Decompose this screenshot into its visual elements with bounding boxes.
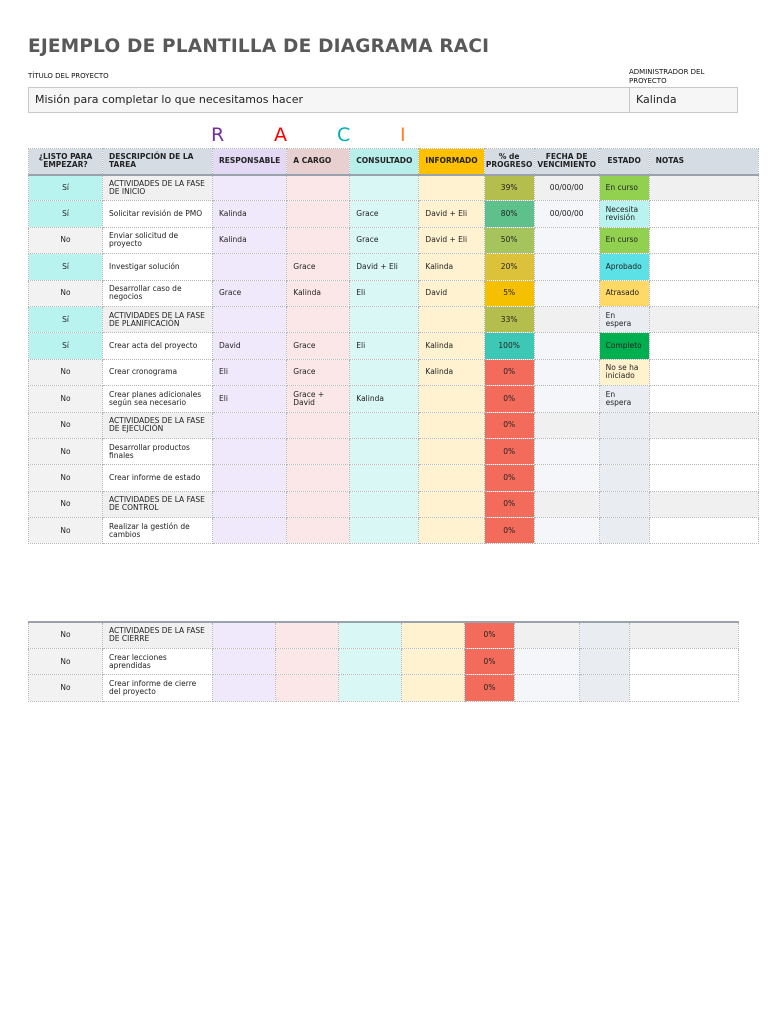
accountable-cell[interactable] bbox=[276, 622, 339, 648]
due-date-cell[interactable] bbox=[534, 306, 599, 332]
consulted-cell[interactable] bbox=[350, 306, 419, 332]
responsible-cell[interactable] bbox=[213, 675, 276, 701]
status-cell[interactable]: En espera bbox=[599, 306, 649, 332]
raci-letter-i: I bbox=[400, 124, 406, 146]
progress-cell[interactable]: 0% bbox=[484, 359, 534, 385]
informed-cell[interactable]: Kalinda bbox=[419, 254, 484, 280]
responsible-cell[interactable]: Grace bbox=[213, 280, 287, 306]
consulted-cell[interactable] bbox=[339, 648, 402, 674]
responsible-cell[interactable] bbox=[213, 306, 287, 332]
informed-cell[interactable] bbox=[419, 465, 484, 491]
informed-cell[interactable]: Kalinda bbox=[419, 333, 484, 359]
task-row bbox=[29, 201, 759, 227]
task-row bbox=[29, 438, 759, 464]
responsible-cell[interactable]: David bbox=[213, 333, 287, 359]
responsible-cell[interactable] bbox=[213, 465, 287, 491]
ready-cell[interactable]: No bbox=[29, 280, 103, 306]
notes-cell[interactable] bbox=[649, 359, 758, 385]
notes-cell[interactable] bbox=[649, 333, 758, 359]
due-date-cell[interactable] bbox=[534, 438, 599, 464]
task-description-cell[interactable]: ACTIVIDADES DE LA FASE DE INICIO bbox=[103, 175, 213, 201]
responsible-cell[interactable]: Kalinda bbox=[213, 201, 287, 227]
accountable-cell[interactable] bbox=[287, 465, 350, 491]
consulted-cell[interactable]: Kalinda bbox=[350, 386, 419, 412]
ready-cell[interactable]: No bbox=[29, 622, 103, 648]
notes-cell[interactable] bbox=[630, 648, 739, 674]
accountable-cell[interactable] bbox=[276, 648, 339, 674]
task-description-cell[interactable]: Crear cronograma bbox=[103, 359, 213, 385]
task-row bbox=[29, 359, 759, 385]
project-admin-label bbox=[629, 68, 739, 86]
notes-cell[interactable] bbox=[649, 306, 758, 332]
col-header-status: ESTADO bbox=[599, 149, 649, 175]
due-date-cell[interactable]: 00/00/00 bbox=[534, 175, 599, 201]
project-admin-label-line1: ADMINISTRADOR DEL bbox=[629, 68, 705, 76]
status-cell[interactable] bbox=[599, 518, 649, 544]
notes-cell[interactable] bbox=[649, 412, 758, 438]
due-date-cell[interactable]: 00/00/00 bbox=[534, 201, 599, 227]
due-date-cell[interactable] bbox=[534, 227, 599, 253]
informed-cell[interactable]: David + Eli bbox=[419, 201, 484, 227]
accountable-cell[interactable] bbox=[287, 201, 350, 227]
task-description-cell[interactable]: ACTIVIDADES DE LA FASE DE CONTROL bbox=[103, 491, 213, 517]
ready-cell[interactable]: No bbox=[29, 465, 103, 491]
ready-cell[interactable]: No bbox=[29, 386, 103, 412]
col-header-description: DESCRIPCIÓN DE LA TAREA bbox=[103, 149, 213, 175]
notes-cell[interactable] bbox=[630, 622, 739, 648]
raci-letter-c: C bbox=[337, 124, 351, 146]
status-cell[interactable]: Completo bbox=[599, 333, 649, 359]
col-header-consulted: CONSULTADO bbox=[350, 149, 419, 175]
consulted-cell[interactable] bbox=[350, 491, 419, 517]
progress-cell[interactable]: 5% bbox=[484, 280, 534, 306]
accountable-cell[interactable]: Grace bbox=[287, 254, 350, 280]
accountable-cell[interactable]: Grace bbox=[287, 333, 350, 359]
responsible-cell[interactable]: Kalinda bbox=[213, 227, 287, 253]
notes-cell[interactable] bbox=[649, 465, 758, 491]
due-date-cell[interactable] bbox=[515, 648, 580, 674]
task-description-cell[interactable]: Crear informe de estado bbox=[103, 465, 213, 491]
consulted-cell[interactable] bbox=[350, 465, 419, 491]
col-header-due-date: FECHA DE VENCIMIENTO bbox=[534, 149, 599, 175]
progress-cell[interactable]: 0% bbox=[484, 491, 534, 517]
task-row bbox=[29, 333, 759, 359]
informed-cell[interactable] bbox=[419, 306, 484, 332]
task-description-cell[interactable]: Crear acta del proyecto bbox=[103, 333, 213, 359]
progress-cell[interactable]: 39% bbox=[484, 175, 534, 201]
page-title: EJEMPLO DE PLANTILLA DE DIAGRAMA RACI bbox=[28, 36, 490, 57]
notes-cell[interactable] bbox=[649, 227, 758, 253]
accountable-cell[interactable]: Kalinda bbox=[287, 280, 350, 306]
task-description-cell[interactable]: Desarrollar productos finales bbox=[103, 438, 213, 464]
status-cell[interactable]: No se ha iniciado bbox=[599, 359, 649, 385]
ready-cell[interactable]: Sí bbox=[29, 333, 103, 359]
raci-letter-a: A bbox=[274, 124, 287, 146]
status-cell[interactable]: En espera bbox=[599, 386, 649, 412]
col-header-progress: % de PROGRESO bbox=[484, 149, 534, 175]
due-date-cell[interactable] bbox=[534, 386, 599, 412]
task-description-cell[interactable]: Enviar solicitud de proyecto bbox=[103, 227, 213, 253]
progress-cell[interactable]: 20% bbox=[484, 254, 534, 280]
status-cell[interactable] bbox=[580, 648, 630, 674]
col-header-informed: INFORMADO bbox=[419, 149, 484, 175]
project-admin-field[interactable]: Kalinda bbox=[636, 93, 677, 106]
responsible-cell[interactable] bbox=[213, 648, 276, 674]
progress-cell[interactable]: 100% bbox=[484, 333, 534, 359]
col-header-accountable: A CARGO bbox=[287, 149, 350, 175]
task-row bbox=[29, 227, 759, 253]
progress-cell[interactable]: 80% bbox=[484, 201, 534, 227]
task-row bbox=[29, 386, 759, 412]
informed-cell[interactable] bbox=[419, 175, 484, 201]
due-date-cell[interactable] bbox=[534, 280, 599, 306]
status-cell[interactable]: En curso bbox=[599, 227, 649, 253]
progress-cell[interactable]: 0% bbox=[465, 648, 515, 674]
progress-cell[interactable]: 0% bbox=[465, 622, 515, 648]
consulted-cell[interactable] bbox=[350, 412, 419, 438]
table-header-row bbox=[29, 149, 759, 175]
status-cell[interactable]: Atrasado bbox=[599, 280, 649, 306]
notes-cell[interactable] bbox=[649, 491, 758, 517]
consulted-cell[interactable] bbox=[350, 518, 419, 544]
progress-cell[interactable]: 0% bbox=[484, 465, 534, 491]
ready-cell[interactable]: Sí bbox=[29, 175, 103, 201]
accountable-cell[interactable] bbox=[287, 491, 350, 517]
informed-cell[interactable] bbox=[419, 491, 484, 517]
accountable-cell[interactable] bbox=[287, 306, 350, 332]
due-date-cell[interactable] bbox=[534, 333, 599, 359]
ready-cell[interactable]: No bbox=[29, 438, 103, 464]
col-header-notes: NOTAS bbox=[649, 149, 758, 175]
progress-cell[interactable]: 33% bbox=[484, 306, 534, 332]
task-description-cell[interactable]: Desarrollar caso de negocios bbox=[103, 280, 213, 306]
consulted-cell[interactable] bbox=[350, 438, 419, 464]
consulted-cell[interactable] bbox=[350, 175, 419, 201]
responsible-cell[interactable] bbox=[213, 491, 287, 517]
ready-cell[interactable]: No bbox=[29, 675, 103, 701]
notes-cell[interactable] bbox=[649, 175, 758, 201]
due-date-cell[interactable] bbox=[534, 518, 599, 544]
status-cell[interactable]: Necesita revisión bbox=[599, 201, 649, 227]
due-date-cell[interactable] bbox=[515, 622, 580, 648]
task-description-cell[interactable]: Crear informe de cierre del proyecto bbox=[103, 675, 213, 701]
notes-cell[interactable] bbox=[649, 438, 758, 464]
informed-cell[interactable] bbox=[419, 386, 484, 412]
informed-cell[interactable] bbox=[402, 622, 465, 648]
informed-cell[interactable] bbox=[419, 518, 484, 544]
accountable-cell[interactable] bbox=[287, 438, 350, 464]
task-row bbox=[29, 675, 739, 701]
notes-cell[interactable] bbox=[649, 201, 758, 227]
consulted-cell[interactable]: Eli bbox=[350, 333, 419, 359]
consulted-cell[interactable]: Eli bbox=[350, 280, 419, 306]
task-description-cell[interactable]: Crear planes adicionales según sea necesario bbox=[103, 386, 213, 412]
progress-cell[interactable]: 0% bbox=[484, 386, 534, 412]
due-date-cell[interactable] bbox=[515, 675, 580, 701]
responsible-cell[interactable] bbox=[213, 518, 287, 544]
task-row bbox=[29, 465, 759, 491]
informed-cell[interactable] bbox=[419, 412, 484, 438]
due-date-cell[interactable] bbox=[534, 254, 599, 280]
progress-cell[interactable]: 0% bbox=[484, 438, 534, 464]
status-cell[interactable] bbox=[580, 622, 630, 648]
notes-cell[interactable] bbox=[649, 386, 758, 412]
status-cell[interactable] bbox=[599, 465, 649, 491]
task-description-cell[interactable]: ACTIVIDADES DE LA FASE DE PLANIFICACIÓN bbox=[103, 306, 213, 332]
task-row bbox=[29, 280, 759, 306]
responsible-cell[interactable] bbox=[213, 175, 287, 201]
informed-cell[interactable] bbox=[402, 648, 465, 674]
ready-cell[interactable]: No bbox=[29, 491, 103, 517]
due-date-cell[interactable] bbox=[534, 491, 599, 517]
status-cell[interactable] bbox=[599, 438, 649, 464]
progress-cell[interactable]: 0% bbox=[484, 518, 534, 544]
raci-letter-r: R bbox=[211, 124, 225, 146]
phase-row bbox=[29, 175, 759, 201]
accountable-cell[interactable] bbox=[287, 518, 350, 544]
progress-cell[interactable]: 50% bbox=[484, 227, 534, 253]
phase-row bbox=[29, 412, 759, 438]
status-cell[interactable]: Aprobado bbox=[599, 254, 649, 280]
ready-cell[interactable]: No bbox=[29, 518, 103, 544]
task-row bbox=[29, 518, 759, 544]
consulted-cell[interactable] bbox=[339, 675, 402, 701]
col-header-ready: ¿LISTO PARA EMPEZAR? bbox=[29, 149, 103, 175]
project-title-field[interactable]: Misión para completar lo que necesitamos hacer bbox=[29, 88, 630, 112]
task-description-cell[interactable]: ACTIVIDADES DE LA FASE DE CIERRE bbox=[103, 622, 213, 648]
responsible-cell[interactable] bbox=[213, 254, 287, 280]
task-description-cell[interactable]: Realizar la gestión de cambios bbox=[103, 518, 213, 544]
due-date-cell[interactable] bbox=[534, 412, 599, 438]
ready-cell[interactable]: Sí bbox=[29, 306, 103, 332]
task-row bbox=[29, 648, 739, 674]
accountable-cell[interactable] bbox=[287, 227, 350, 253]
responsible-cell[interactable] bbox=[213, 622, 276, 648]
progress-cell[interactable]: 0% bbox=[484, 412, 534, 438]
accountable-cell[interactable] bbox=[287, 412, 350, 438]
informed-cell[interactable] bbox=[402, 675, 465, 701]
status-cell[interactable] bbox=[599, 491, 649, 517]
ready-cell[interactable]: No bbox=[29, 359, 103, 385]
accountable-cell[interactable] bbox=[287, 175, 350, 201]
notes-cell[interactable] bbox=[649, 280, 758, 306]
project-info-box bbox=[28, 87, 738, 113]
consulted-cell[interactable]: David + Eli bbox=[350, 254, 419, 280]
informed-cell[interactable]: David + Eli bbox=[419, 227, 484, 253]
phase-row bbox=[29, 306, 759, 332]
task-description-cell[interactable]: ACTIVIDADES DE LA FASE DE EJECUCIÓN bbox=[103, 412, 213, 438]
responsible-cell[interactable] bbox=[213, 438, 287, 464]
project-admin-label-line2: PROYECTO bbox=[629, 77, 667, 85]
status-cell[interactable] bbox=[599, 412, 649, 438]
progress-cell[interactable]: 0% bbox=[465, 675, 515, 701]
raci-table bbox=[28, 148, 759, 544]
phase-row bbox=[29, 622, 739, 648]
notes-cell[interactable] bbox=[630, 675, 739, 701]
ready-cell[interactable]: Sí bbox=[29, 254, 103, 280]
responsible-cell[interactable]: Eli bbox=[213, 386, 287, 412]
task-description-cell[interactable]: Investigar solución bbox=[103, 254, 213, 280]
consulted-cell[interactable]: Grace bbox=[350, 227, 419, 253]
consulted-cell[interactable] bbox=[350, 359, 419, 385]
task-row bbox=[29, 254, 759, 280]
responsible-cell[interactable] bbox=[213, 412, 287, 438]
accountable-cell[interactable]: Grace + David bbox=[287, 386, 350, 412]
informed-cell[interactable]: David bbox=[419, 280, 484, 306]
status-cell[interactable] bbox=[580, 675, 630, 701]
raci-table-closing bbox=[28, 621, 739, 702]
status-cell[interactable]: En curso bbox=[599, 175, 649, 201]
responsible-cell[interactable]: Eli bbox=[213, 359, 287, 385]
due-date-cell[interactable] bbox=[534, 465, 599, 491]
ready-cell[interactable]: No bbox=[29, 227, 103, 253]
consulted-cell[interactable] bbox=[339, 622, 402, 648]
informed-cell[interactable]: Kalinda bbox=[419, 359, 484, 385]
project-title-label: TÍTULO DEL PROYECTO bbox=[28, 72, 109, 80]
task-description-cell[interactable]: Crear lecciones aprendidas bbox=[103, 648, 213, 674]
accountable-cell[interactable]: Grace bbox=[287, 359, 350, 385]
notes-cell[interactable] bbox=[649, 518, 758, 544]
notes-cell[interactable] bbox=[649, 254, 758, 280]
task-description-cell[interactable]: Solicitar revisión de PMO bbox=[103, 201, 213, 227]
phase-row bbox=[29, 491, 759, 517]
accountable-cell[interactable] bbox=[276, 675, 339, 701]
consulted-cell[interactable]: Grace bbox=[350, 201, 419, 227]
ready-cell[interactable]: No bbox=[29, 648, 103, 674]
col-header-responsible: RESPONSABLE bbox=[213, 149, 287, 175]
ready-cell[interactable]: Sí bbox=[29, 201, 103, 227]
informed-cell[interactable] bbox=[419, 438, 484, 464]
due-date-cell[interactable] bbox=[534, 359, 599, 385]
ready-cell[interactable]: No bbox=[29, 412, 103, 438]
